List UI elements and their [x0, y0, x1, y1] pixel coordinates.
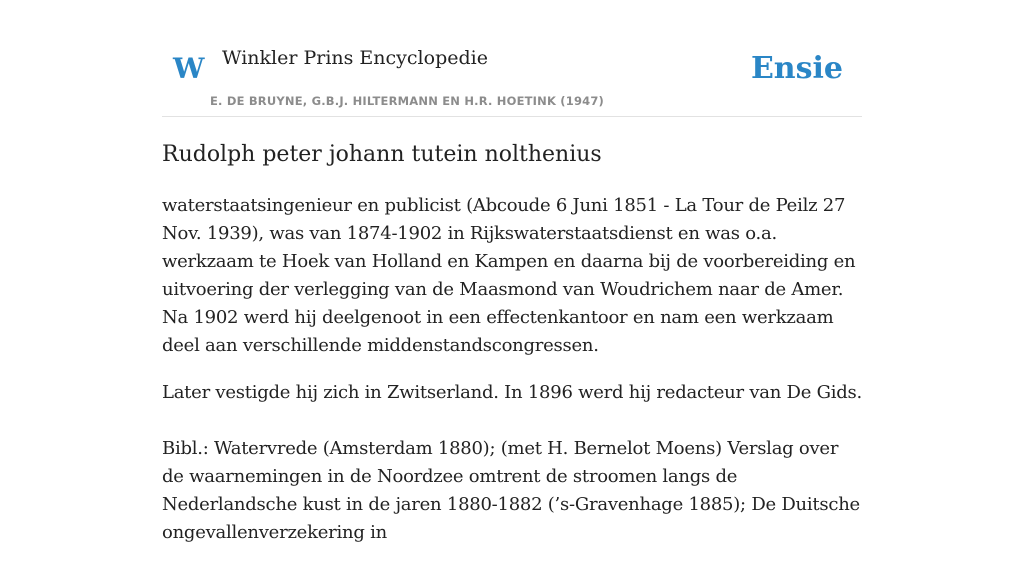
encyclopedia-title[interactable]: Winkler Prins Encyclopedie	[222, 47, 488, 69]
winkler-prins-logo[interactable]: W	[173, 52, 205, 85]
site-header	[162, 0, 862, 117]
article-paragraph: Later vestigde hij zich in Zwitserland. In 1896 werd hij redacteur van De Gids.	[162, 382, 862, 403]
encyclopedia-authors: E. DE BRUYNE, G.B.J. HILTERMANN EN H.R. HOETINK (1947)	[210, 94, 605, 108]
bibliography-paragraph: Bibl.: Watervrede (Amsterdam 1880); (met H. Bernelot Moens) Verslag over de waarnemingen in de Noordzee omtrent de stroomen langs de Nederlandsche kust in de jaren 1880-1882 (’s-Gravenhage 1885); De Duitsche ongevallenverzekering in	[162, 438, 860, 543]
article	[162, 138, 862, 566]
article-paragraph: waterstaatsingenieur en publicist (Abcoude 6 Juni 1851 - La Tour de Peilz 27 Nov. 1939), was van 1874-1902 in Rijkswaterstaatsdienst en was o.a. werkzaam te Hoek van Holland en Kampen en daarna bij de voorbereiding en uitvoering der verlegging van de Maasmond van Woudrichem naar de Amer. Na 1902 werd hij deelgenoot in een effectenkantoor en nam een werkzaam deel aan verschillende middenstandscongressen.	[162, 195, 856, 356]
article-title: Rudolph peter johann tutein nolthenius	[162, 142, 602, 167]
ensie-brand-logo[interactable]: Ensie	[750, 51, 843, 86]
